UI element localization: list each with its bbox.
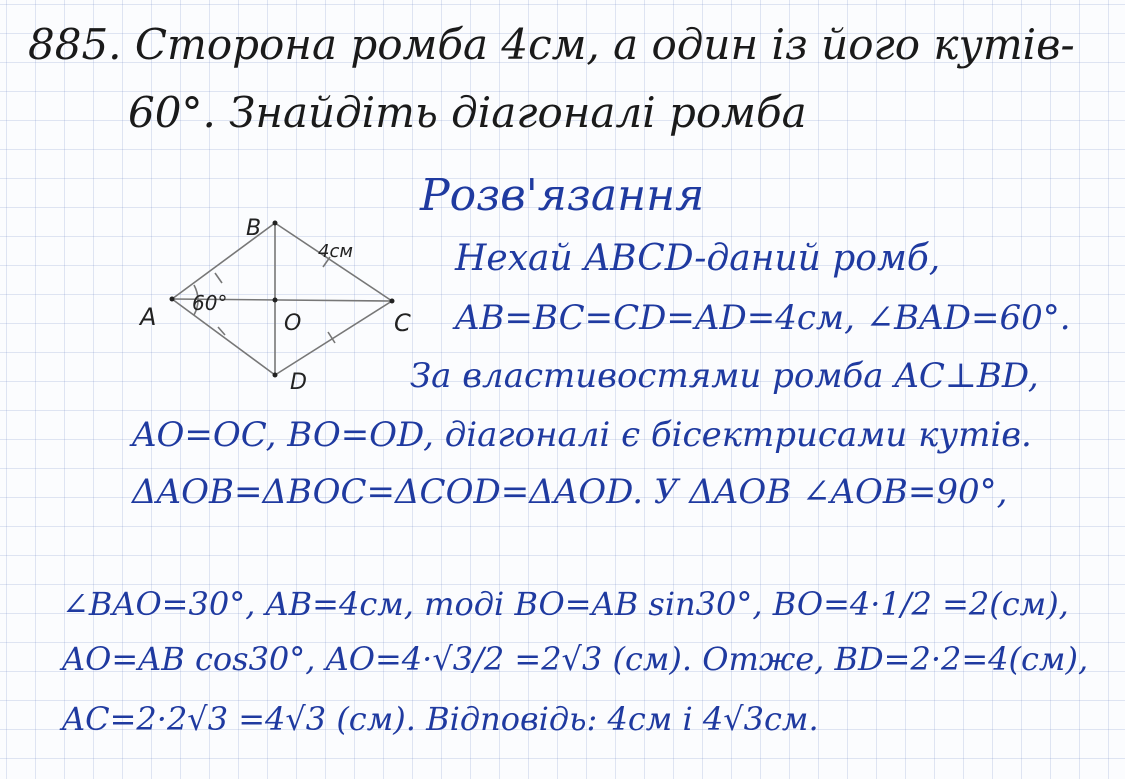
- vertex-label-c: C: [394, 309, 411, 337]
- solution-line-4: AO=OC, BO=OD, діагоналі є бісектрисами кутів.: [132, 415, 1032, 455]
- angle-label: 60°: [192, 291, 228, 315]
- solution-line-5: ΔAOB=ΔBOC=ΔCOD=ΔAOD. У ΔAOB ∠AOB=90°,: [132, 472, 1008, 512]
- solution-line-3: За властивостями ромба AC⊥BD,: [410, 356, 1039, 396]
- solution-line-6: ∠BAO=30°, AB=4см, тоді BO=AB sin30°, BO=4·1/2 =2(см),: [62, 585, 1069, 623]
- rhombus-diagram: [130, 205, 430, 395]
- center-label-o: O: [284, 311, 302, 336]
- vertex-label-b: B: [246, 216, 262, 241]
- problem-statement-line-1: 885. Сторона ромба 4см, а один із його кутів-: [28, 20, 1075, 69]
- vertex-label-d: D: [290, 370, 307, 395]
- solution-line-8: AC=2·2√3 =4√3 (см). Відповідь: 4см і 4√3см.: [62, 700, 819, 738]
- solution-line-7: AO=AB cos30°, AO=4·√3/2 =2√3 (см). Отже, BD=2·2=4(см),: [62, 640, 1089, 678]
- solution-line-1: Нехай ABCD-даний ромб,: [455, 238, 941, 279]
- problem-statement-line-2: 60°. Знайдіть діагоналі ромба: [128, 88, 807, 137]
- side-length-label: 4см: [318, 241, 353, 262]
- solution-heading: Розв'язання: [420, 170, 705, 221]
- solution-line-2: AB=BC=CD=AD=4см, ∠BAD=60°.: [455, 298, 1071, 338]
- vertex-label-a: A: [140, 303, 157, 331]
